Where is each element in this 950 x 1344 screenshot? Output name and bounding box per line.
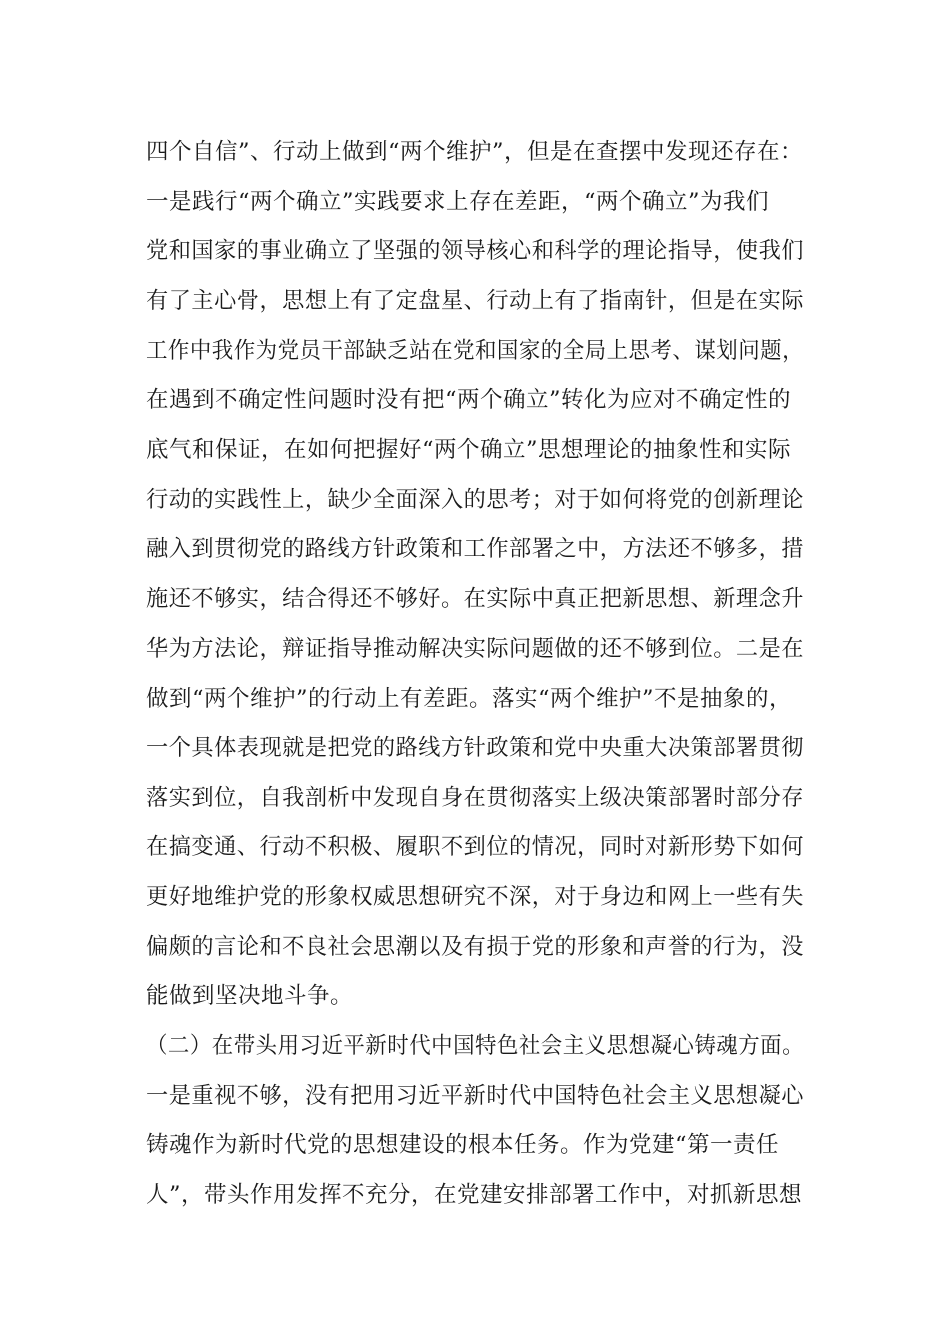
text-line: 在搞变通、行动不积极、履职不到位的情况，同时对新形势下如何	[146, 834, 805, 860]
text-line: 行动的实践性上，缺少全面深入的思考；对于如何将党的创新理论	[146, 487, 805, 513]
text-line: 在遇到不确定性问题时没有把“两个确立”转化为应对不确定性的	[146, 387, 792, 413]
text-line: 落实到位，自我剖析中发现自身在贯彻落实上级决策部署时部分存	[146, 785, 805, 811]
text-line: 一个具体表现就是把党的路线方针政策和党中央重大决策部署贯彻	[146, 735, 805, 761]
text-line: 偏颇的言论和不良社会思潮以及有损于党的形象和声誉的行为，没	[146, 934, 805, 960]
text-line: 更好地维护党的形象权威思想研究不深，对于身边和网上一些有失	[146, 884, 805, 910]
text-line: 一是践行“两个确立”实践要求上存在差距，“两个确立”为我们	[146, 189, 770, 215]
text-line: 党和国家的事业确立了坚强的领导核心和科学的理论指导，使我们	[146, 238, 805, 264]
text-line: 做到“两个维护”的行动上有差距。落实“两个维护”不是抽象的，	[146, 686, 793, 712]
text-line: 能做到坚决地斗争。	[146, 983, 354, 1009]
text-line: 华为方法论，辩证指导推动解决实际问题做的还不够到位。二是在	[146, 636, 805, 662]
text-line: 人”，带头作用发挥不充分，在党建安排部署工作中，对抓新思想	[146, 1182, 803, 1208]
text-line: 铸魂作为新时代党的思想建设的根本任务。作为党建“第一责任	[146, 1132, 780, 1158]
text-line: 底气和保证，在如何把握好“两个确立”思想理论的抽象性和实际	[146, 437, 792, 463]
text-line: 四个自信”、行动上做到“两个维护”，但是在查摆中发现还存在：	[146, 139, 804, 165]
text-line: 施还不够实，结合得还不够好。在实际中真正把新思想、新理念升	[146, 586, 805, 612]
text-line: 有了主心骨，思想上有了定盘星、行动上有了指南针，但是在实际	[146, 288, 805, 314]
text-line: 工作中我作为党员干部缺乏站在党和国家的全局上思考、谋划问题，	[146, 338, 805, 364]
text-line: 一是重视不够，没有把用习近平新时代中国特色社会主义思想凝心	[146, 1083, 805, 1109]
text-line: 融入到贯彻党的路线方针政策和工作部署之中，方法还不够多，措	[146, 536, 805, 562]
section-heading: （二）在带头用习近平新时代中国特色社会主义思想凝心铸魂方面。	[146, 1033, 805, 1059]
